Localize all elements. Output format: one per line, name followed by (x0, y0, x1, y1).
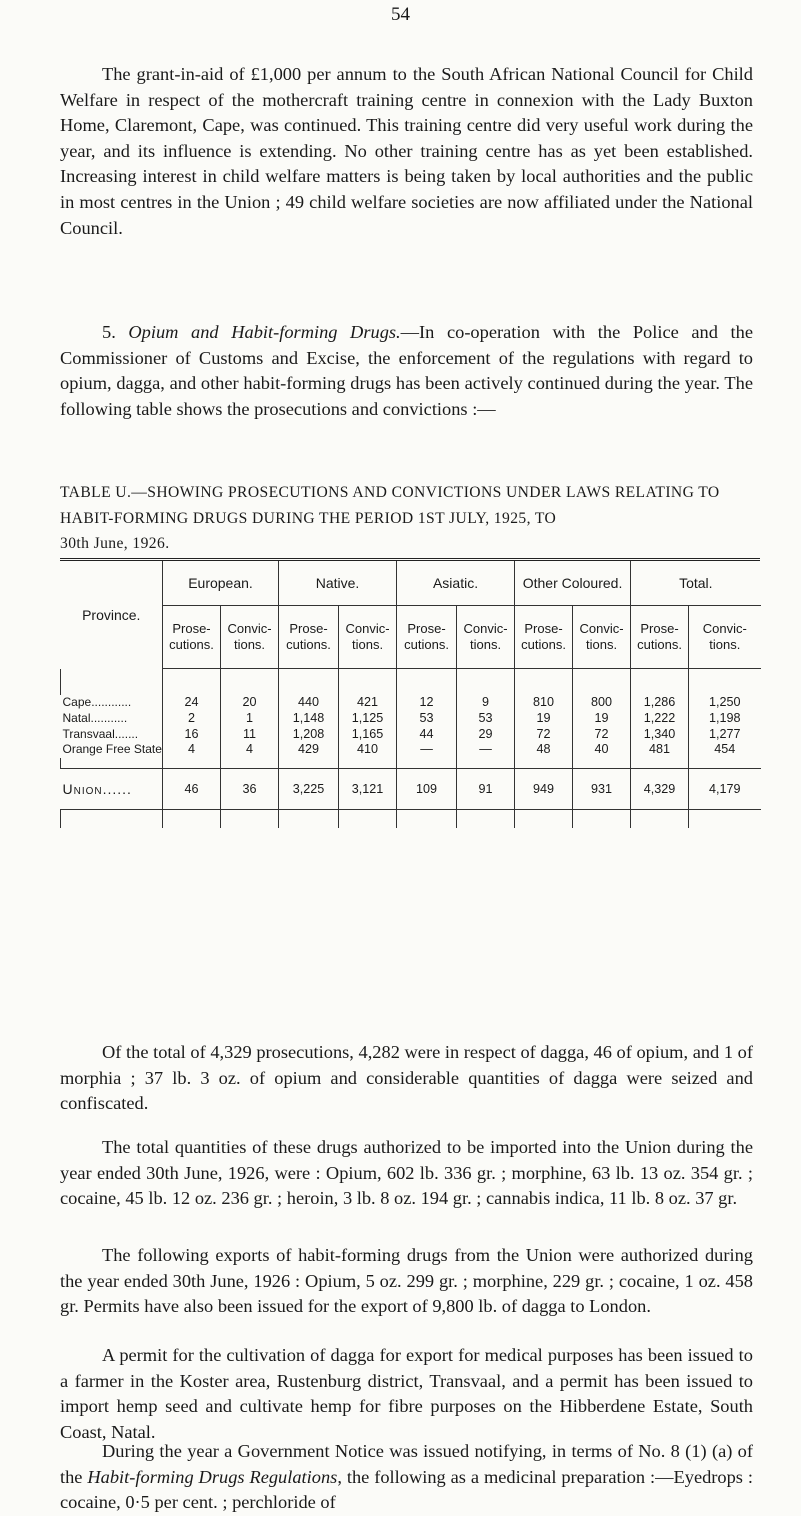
table-cell: 800 (573, 695, 631, 711)
province-name: Transvaal....... (62, 726, 139, 741)
table-cell: 11 (221, 727, 279, 743)
table-row (61, 742, 761, 758)
table-cell: 44 (397, 727, 457, 743)
table-cell: 1,250 (689, 695, 761, 711)
table-cell: 1,125 (339, 711, 397, 727)
sub-header-prosecutions: Prose- cutions. (397, 606, 457, 669)
table-cell: 3,121 (339, 769, 397, 810)
table-cell: 46 (163, 769, 221, 810)
table-cell: 4 (221, 742, 279, 758)
table-cell: 29 (457, 727, 515, 743)
table-cell: 429 (279, 742, 339, 758)
prosecutions-table (60, 561, 761, 828)
section-body: —In co-operation with the Police and the Commissioner of Customs and Excise, the enforcement of the regulations with regard to opium, dagga, and other habit-forming drugs has been actively continued during the year. The following table shows the prosecutions and convictions :— (60, 322, 753, 419)
table-cell: 1,286 (631, 695, 689, 711)
table-cell: 36 (221, 769, 279, 810)
sub-header-prosecutions: Prose- cutions. (279, 606, 339, 669)
table-cell: 24 (163, 695, 221, 711)
table-footer-row (61, 810, 761, 829)
sub-header-prosecutions: Prose- cutions. (515, 606, 573, 669)
spacer-row (61, 669, 761, 696)
paragraph-permits: A permit for the cultivation of dagga for export for medical purposes has been issued to a farmer in the Koster area, Rustenburg district, Transvaal, and a permit has been issued to import hemp seed and cultivate hemp for fibre purposes on the Hibberdene Estate, South Coast, Natal. (60, 1345, 753, 1442)
table-cell: 3,225 (279, 769, 339, 810)
table-body (61, 669, 761, 829)
table-cell: 9 (457, 695, 515, 711)
table-cell: 53 (397, 711, 457, 727)
table-caption-line-2: 30th June, 1926. (60, 535, 170, 552)
table-cell: 931 (573, 769, 631, 810)
table-cell: 109 (397, 769, 457, 810)
table-cell: 1 (221, 711, 279, 727)
table-cell: 454 (689, 742, 761, 758)
sub-header-convictions: Convic- tions. (457, 606, 515, 669)
table-cell: 4,179 (689, 769, 761, 810)
table-cell: 1,208 (279, 727, 339, 743)
province-name: Union...... (61, 769, 163, 810)
notice-text-b: , the following as a medicinal preparation :—Eyedrops : cocaine, 0·5 per cent. ; perchloride of (60, 1466, 753, 1513)
table-row (61, 727, 761, 743)
table-row (61, 711, 761, 727)
table-cell: 440 (279, 695, 339, 711)
sub-header-convictions: Convic- tions. (689, 606, 761, 669)
section-number: 5. (102, 322, 116, 342)
page-number: 54 (391, 4, 410, 25)
sub-header-convictions: Convic- tions. (573, 606, 631, 669)
table-cell: 19 (515, 711, 573, 727)
table-cell: 53 (457, 711, 515, 727)
table-cell: 20 (221, 695, 279, 711)
paragraph-imports: The total quantities of these drugs authorized to be imported into the Union during the year ended 30th June, 1926, were : Opium, 602 lb. 336 gr. ; morphine, 63 lb. 13 oz. 354 gr. ; cocaine, 45 lb. 12 oz. 236 gr. ; heroin, 3 lb. 8 oz. 194 gr. ; cannabis indica, 11 lb. 8 oz. 37 gr. (60, 1137, 753, 1209)
table-cell: 12 (397, 695, 457, 711)
table-cell: 19 (573, 711, 631, 727)
table-cell: 48 (515, 742, 573, 758)
paragraph-totals: Of the total of 4,329 prosecutions, 4,282 were in respect of dagga, 46 of opium, and 1 of morphia ; 37 lb. 3 oz. of opium and considerable quantities of dagga were seized and confiscated. (60, 1042, 753, 1114)
union-total-row (61, 769, 761, 810)
sub-header-convictions: Convic- tions. (221, 606, 279, 669)
province-name: Cape............ (62, 695, 132, 709)
notice-text-a: During the year a Government Notice was issued notifying, in terms of No. 8 (1) (a) of the (60, 1441, 753, 1487)
province-name: Orange Free State (62, 742, 162, 757)
table-cell: 481 (631, 742, 689, 758)
sub-header-convictions: Convic- tions. (339, 606, 397, 669)
table-cell: 40 (573, 742, 631, 758)
paragraph-exports: The following exports of habit-forming drugs from the Union were authorized during the year ended 30th June, 1926 : Opium, 5 oz. 299 gr. ; morphine, 229 gr. ; cocaine, 1 oz. 458 gr. Permits have also been issued for the export of 9,800 lb. of dagga to London. (60, 1245, 753, 1317)
group-header-european: European. (163, 561, 279, 606)
paragraph-opium-section (60, 320, 753, 422)
table-cell: 1,340 (631, 727, 689, 743)
province-name: Natal........... (62, 710, 128, 725)
sub-header-prosecutions: Prose- cutions. (631, 606, 689, 669)
group-header-total: Total. (631, 561, 761, 606)
section-title: Opium and Habit-forming Drugs. (128, 322, 401, 342)
regulations-title: Habit-forming Drugs Regulations (87, 1466, 338, 1487)
table-cell: 1,277 (689, 727, 761, 743)
sub-header-row (61, 606, 761, 669)
table-cell: 72 (515, 727, 573, 743)
group-header-other-coloured: Other Coloured. (515, 561, 631, 606)
group-header-native: Native. (279, 561, 397, 606)
table-cell: — (397, 742, 457, 758)
table-cell: 72 (573, 727, 631, 743)
table-cell: 91 (457, 769, 515, 810)
table-cell: 410 (339, 742, 397, 758)
group-header-asiatic: Asiatic. (397, 561, 515, 606)
table-cell: 1,198 (689, 711, 761, 727)
spacer-row (61, 758, 761, 769)
table-cell: 1,148 (279, 711, 339, 727)
prosecutions-table-wrapper (60, 558, 760, 828)
table-cell: 949 (515, 769, 573, 810)
table-cell: 810 (515, 695, 573, 711)
table-row (61, 695, 761, 711)
table-cell: 4 (163, 742, 221, 758)
table-cell: 1,222 (631, 711, 689, 727)
table-cell: 1,165 (339, 727, 397, 743)
table-caption-line-1: TABLE U.—SHOWING PROSECUTIONS AND CONVICTIONS UNDER LAWS RELATING TO HABIT-FORMING DRUGS DURING THE PERIOD 1ST JULY, 1925, TO (60, 484, 720, 527)
table-cell: 421 (339, 695, 397, 711)
table-cell: 4,329 (631, 769, 689, 810)
paragraph-notice (60, 1439, 753, 1516)
table-cell: 16 (163, 727, 221, 743)
table-cell: — (457, 742, 515, 758)
paragraph-child-welfare: The grant-in-aid of £1,000 per annum to the South African National Council for Child Welfare in respect of the mothercraft training centre in connexion with the Lady Buxton Home, Claremont, Cape, was continued. This training centre did very useful work during the year, and its influence is extending. No other training centre has as yet been established. Increasing interest in child welfare matters is being taken by local authorities and the public in most centres in the Union ; 49 child welfare societies are now affiliated under the National Council. (60, 64, 753, 238)
province-header: Province. (82, 606, 141, 623)
table-caption (60, 480, 753, 557)
table-cell: 2 (163, 711, 221, 727)
sub-header-prosecutions: Prose- cutions. (163, 606, 221, 669)
